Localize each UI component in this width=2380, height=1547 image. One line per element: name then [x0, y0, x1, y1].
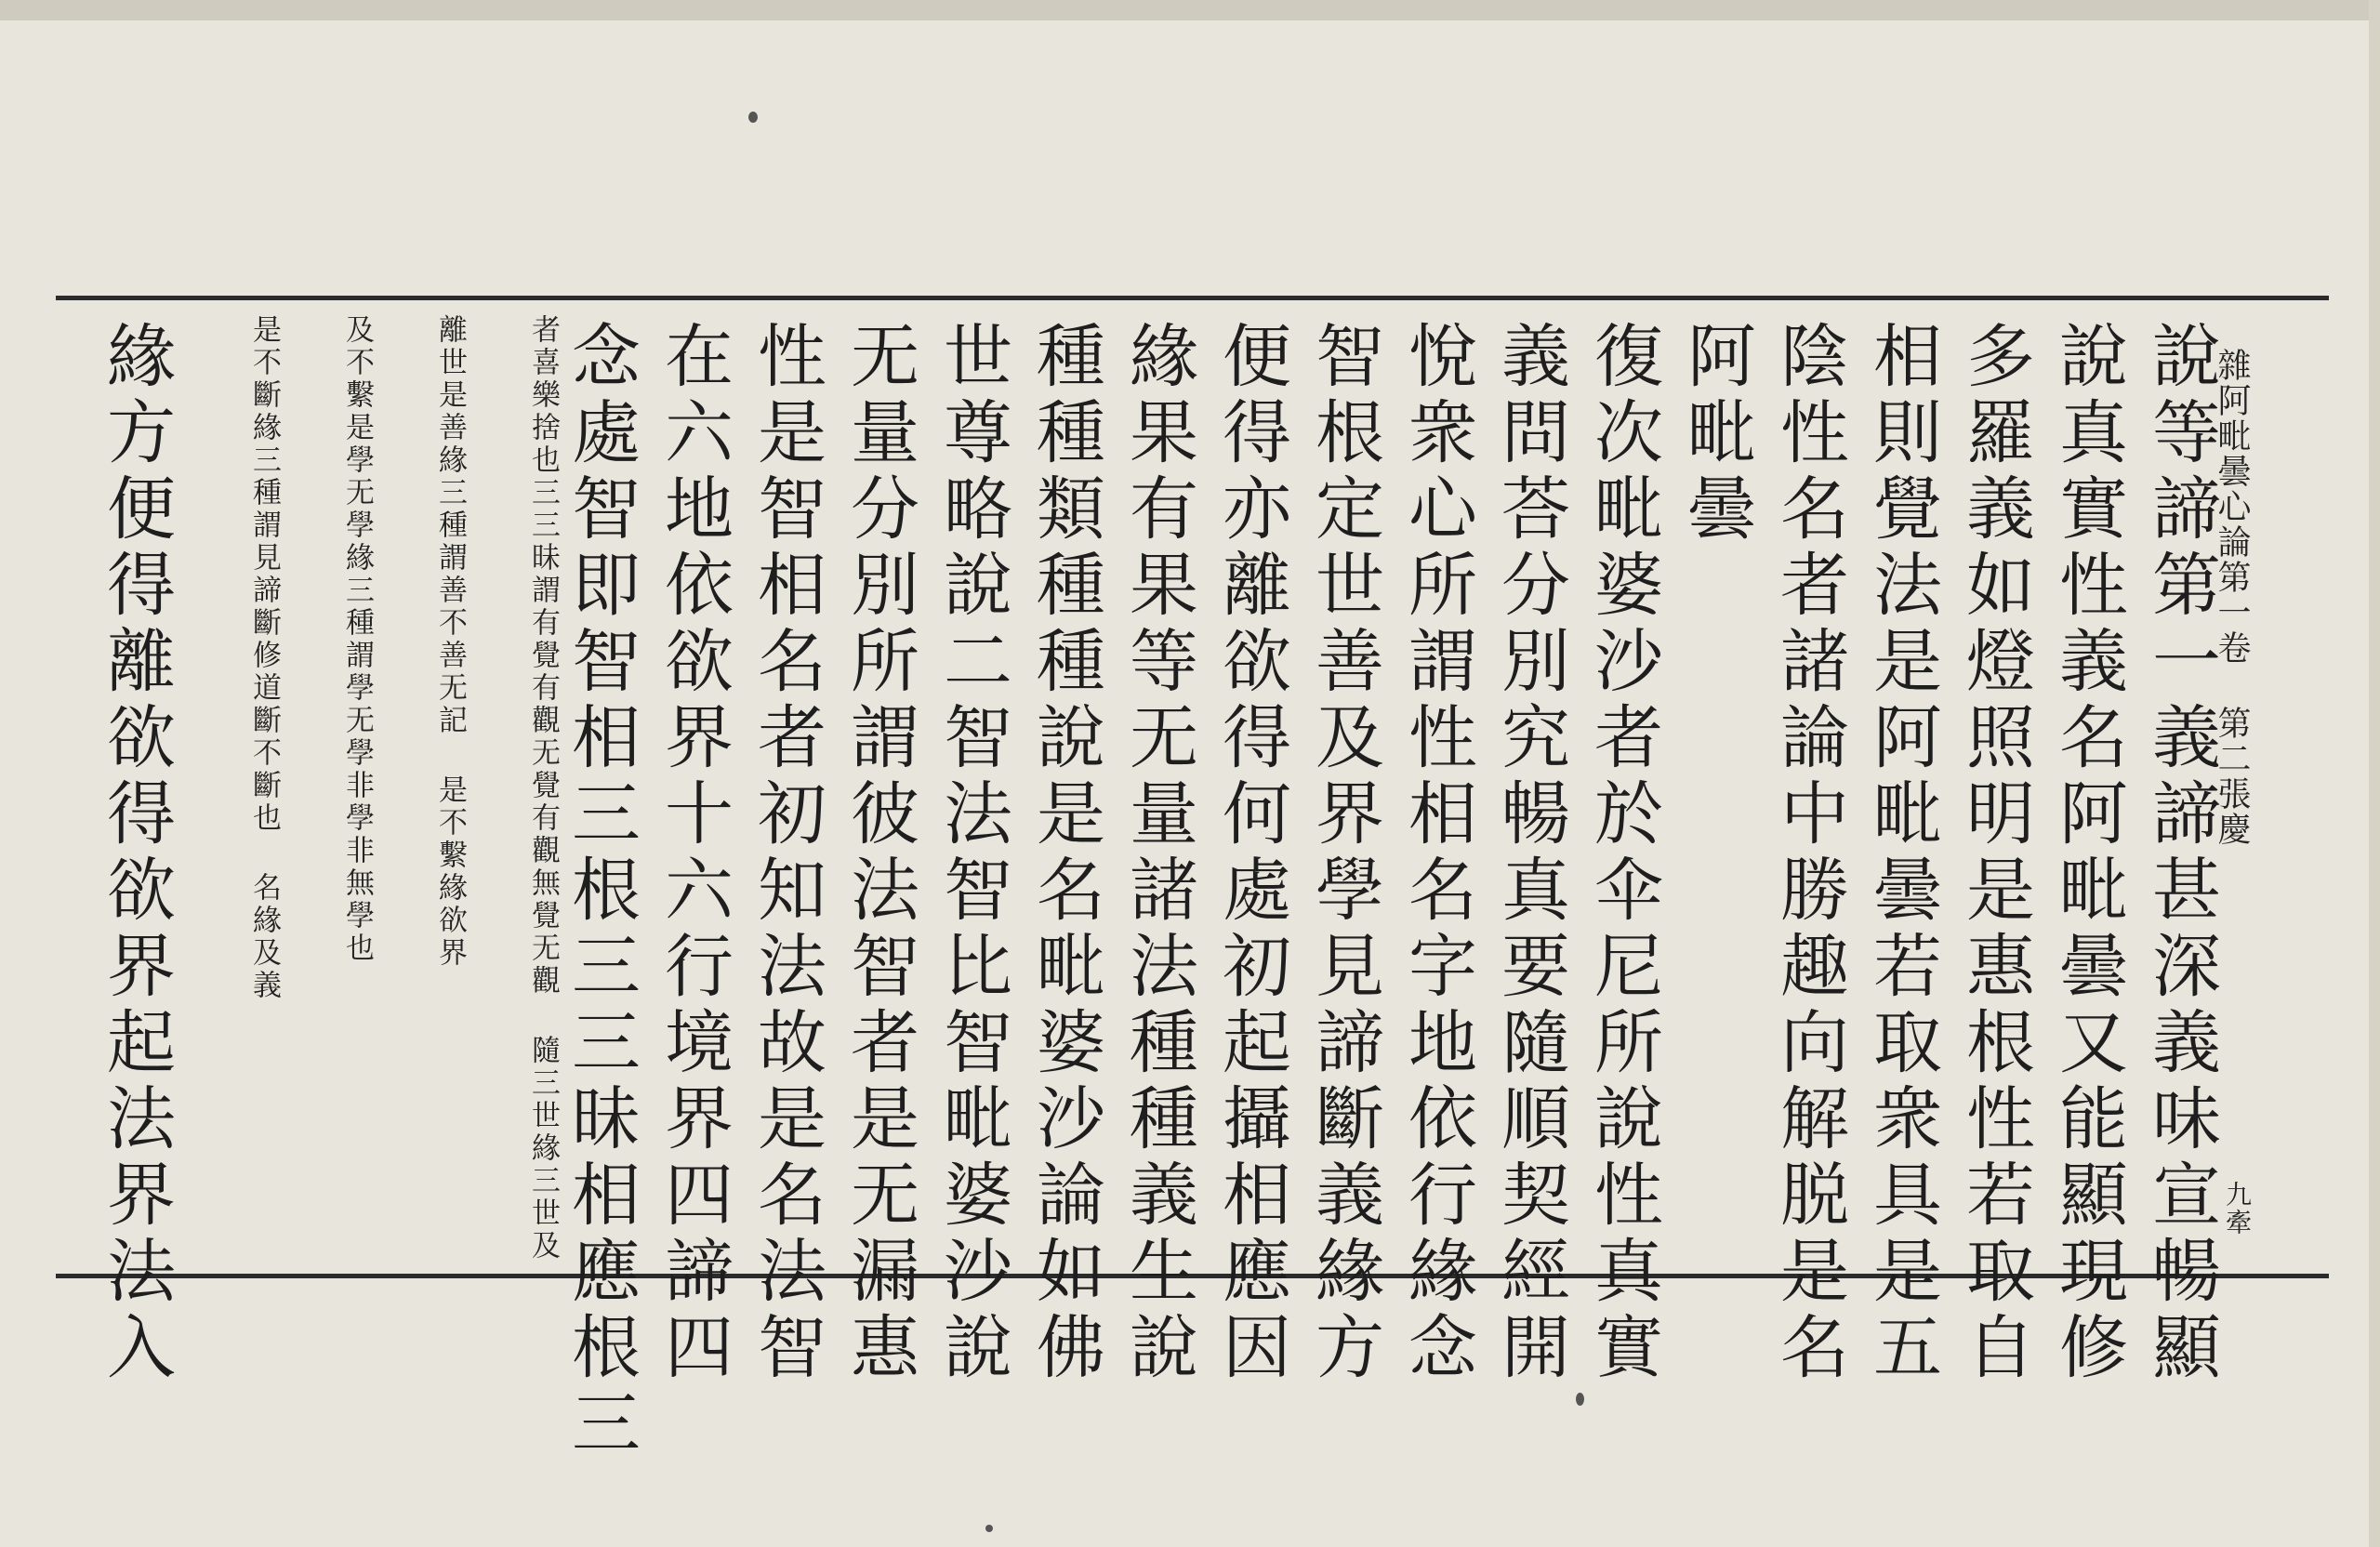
text-block: [89, 309, 2302, 1463]
text-column-13: 種種類種種說是名毗婆沙論如佛: [1025, 320, 1105, 1387]
ink-spot: [985, 1525, 993, 1532]
text-column-18: 念處智即智相三根三三昧相應根三: [561, 320, 641, 1463]
commentary-column-22: [182, 314, 284, 1253]
page-top-shadow: [0, 0, 2380, 20]
ink-spot: [748, 112, 758, 123]
text-column-3: 多羅義如燈照明是惠根性若取自: [1955, 320, 2035, 1387]
commentary-column-20: [368, 314, 470, 1253]
text-column-11: 便得亦離欲得何處初起攝相應因: [1211, 320, 1291, 1387]
running-head-carver: 慶: [2213, 812, 2251, 847]
text-column-4: 相則覺法是阿毗曇若取衆具是五: [1862, 320, 1942, 1387]
commentary-column-21: [275, 314, 377, 1253]
text-column-10: 智根定世善及界學見諦斷義緣方: [1304, 320, 1384, 1387]
text-column-6: 阿毗曇: [1676, 320, 1756, 549]
commentary-text: 者喜樂捨也三三昧謂有覺有觀无覺有觀無覺无觀 隨三世緣三世及: [526, 314, 560, 1263]
text-column-23: 緣方便得離欲得欲界起法界法入: [96, 320, 176, 1387]
ink-spot: [1576, 1393, 1584, 1406]
text-column-9: 悅衆心所謂性相名字地依行緣念: [1397, 320, 1477, 1387]
commentary-column-19: [461, 314, 563, 1263]
text-column-5: 陰性名者諸論中勝趣向解脱是名: [1769, 320, 1849, 1387]
text-column-8: 義問荅分別究暢真要隨順契經開: [1490, 320, 1570, 1387]
text-column-15: 无量分別所謂彼法智者是无漏惠: [840, 320, 919, 1387]
text-column-1: 說等諦第一義諦甚深義味宣暢顯: [2141, 320, 2221, 1387]
text-column-12: 緣果有果等无量諸法種種義生說: [1118, 320, 1198, 1387]
top-border-rule: [56, 296, 2329, 300]
running-head-title: 雜阿毗曇心論第一卷: [2213, 348, 2251, 666]
page-number: 九牽: [2222, 1181, 2253, 1236]
text-column-17: 在六地依欲界十六行境界四諦四: [654, 320, 734, 1387]
text-column-7: 復次毗婆沙者於伞尼所說性真實: [1583, 320, 1663, 1387]
commentary-text: 離世是善緣三種謂善不善无記 是不繫緣欲界: [433, 314, 467, 970]
commentary-text: 是不斷緣三種謂見諦斷修道斷不斷也 名緣及義: [247, 314, 281, 1002]
running-head-page: 第二張: [2213, 706, 2251, 812]
text-column-2: 說真實性義名阿毗曇又能顯現修: [2048, 320, 2128, 1387]
text-column-16: 性是智相名者初知法故是名法智: [747, 320, 826, 1387]
page-right-edge: [2369, 0, 2380, 1547]
text-column-14: 世尊略說二智法智比智毗婆沙說: [932, 320, 1012, 1387]
commentary-text: 及不繫是學无學緣三種謂學无學非學非無學也: [340, 314, 374, 965]
